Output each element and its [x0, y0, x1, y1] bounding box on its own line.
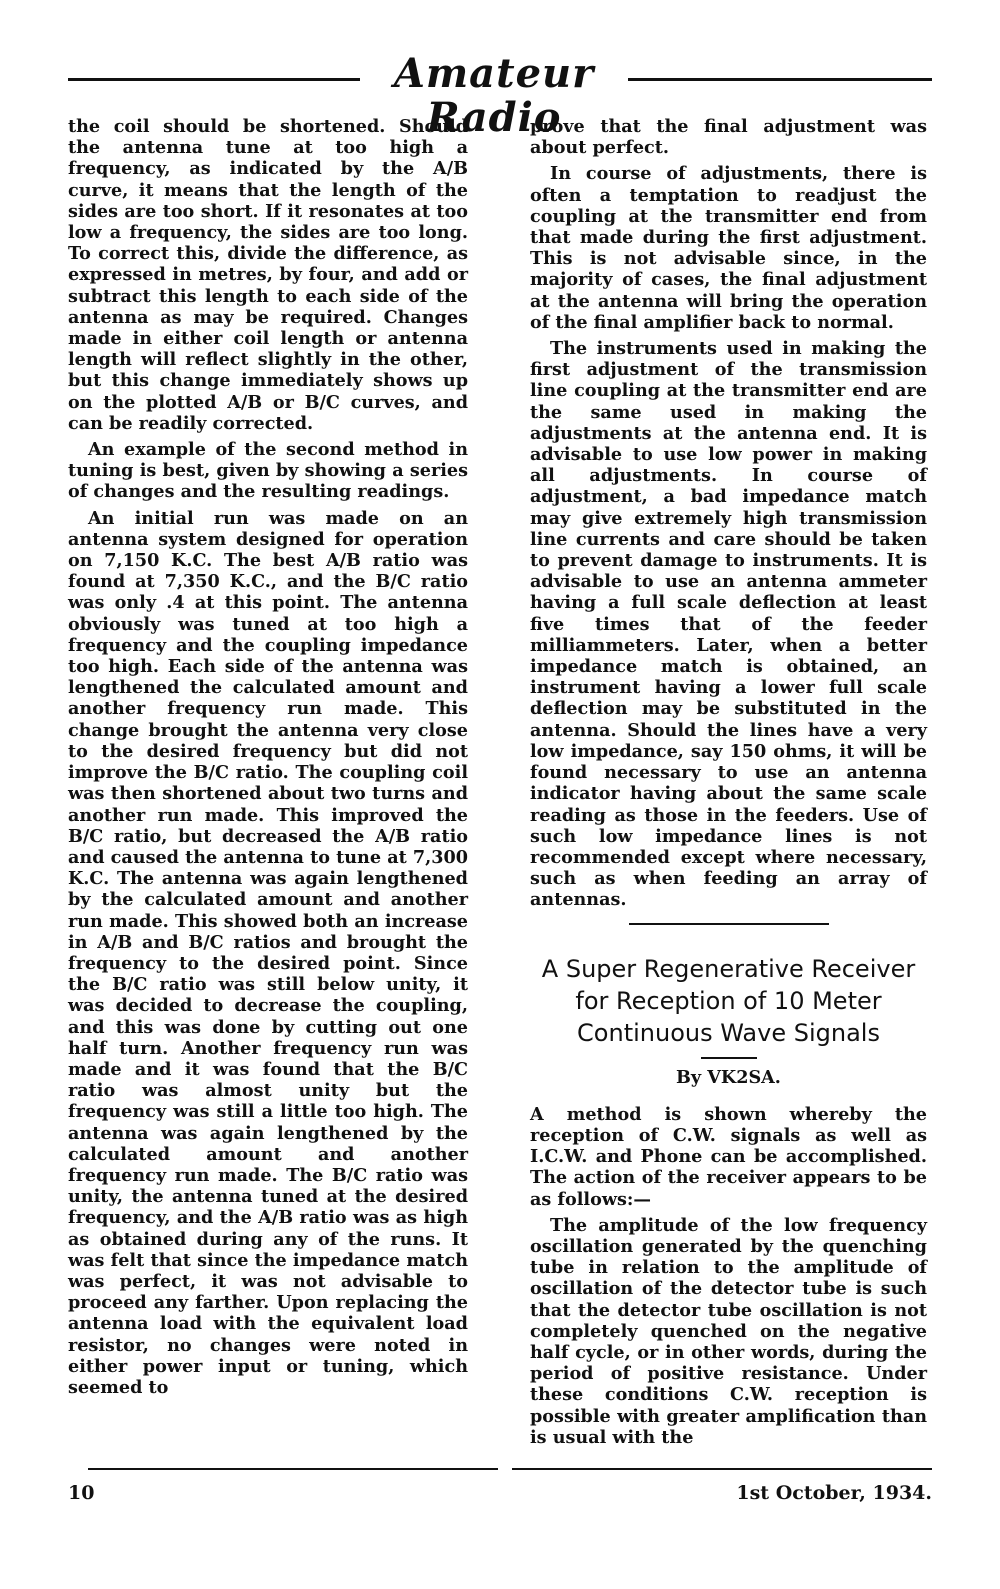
- footer-rule-right: [512, 1468, 932, 1470]
- byline-rule: [701, 1057, 757, 1059]
- article-title: A Super Regenerative Receiver for Reception of 10 Meter Continuous Wave Signals: [541, 954, 916, 1047]
- paragraph: the coil should be shortened. Should the antenna tune at too high a frequency, as indicated by the A/B curve, it means that the length of the sides are too short. If it resonates at too low a frequency, the sides are too long. To correct this, divide the difference, as expressed in metres, by four, and add or subtract this length to each side of the antenna as may be required. Changes made in either coil length or antenna length will reflect slightly in the other, but this change immediately shows up on the plotted A/B or B/C curves, and can be readily corrected.: [68, 116, 468, 434]
- masthead-rule-left: [68, 78, 360, 81]
- paragraph: A method is shown whereby the reception of C.W. signals as well as I.C.W. and Phone can be accomplished. The action of the receiver appears to be as follows:—: [530, 1103, 927, 1210]
- masthead-rule-right: [628, 78, 932, 81]
- paragraph: The amplitude of the low frequency oscillation generated by the quenching tube in relation to the amplitude of oscillation of the detector tube is such that the detector tube oscillation is not completely quenched on the negative half cycle, or in other words, during the period of positive resistance. Under these conditions C.W. reception is possible with greater amplification than is usual with the: [530, 1214, 927, 1448]
- paragraph: An example of the second method in tuning is best, given by showing a series of changes and the resulting readings.: [68, 439, 468, 503]
- section-divider: [629, 923, 829, 925]
- page-footer: [68, 1468, 932, 1508]
- publication-title: Amateur Radio: [393, 50, 595, 141]
- paragraph: The instruments used in making the first adjustment of the transmission line coupling at the transmitter end are the same used in making the adjustments at the antenna end. It is advisable to use low power in making all adjustments. In course of adjustment, a bad impedance match may give extremely high transmission line currents and care should be taken to prevent damage to instruments. It is advisable to use an antenna ammeter having a full scale deflection at least five times that of the feeder milliammeters. Later, when a better impedance match is obtained, an instrument having a lower full scale deflection may be substituted in the antenna. Should the lines have a very low impedance, say 150 ohms, it will be found necessary to use an antenna indicator having about the same scale reading as those in the feeders. Use of such low impedance lines is not recommended except where necessary, such as when feeding an array of antennas.: [530, 338, 927, 911]
- paragraph: In course of adjustments, there is often a temptation to readjust the coupling at the transmitter end from that made during the first adjustment. This is not advisable since, in the majority of cases, the final adjustment at the antenna will bring the operation of the final amplifier back to normal.: [530, 163, 927, 333]
- issue-date: 1st October, 1934.: [736, 1482, 932, 1504]
- page-number: 10: [68, 1482, 95, 1504]
- paragraph: prove that the final adjustment was about perfect.: [530, 116, 927, 159]
- footer-rule-left: [88, 1468, 498, 1470]
- article-byline: By VK2SA.: [676, 1066, 781, 1088]
- right-column: [530, 116, 927, 1453]
- left-column: [68, 116, 468, 1403]
- paragraph: An initial run was made on an antenna system designed for operation on 7,150 K.C. The best A/B ratio was found at 7,350 K.C., and the B/C ratio was only .4 at this point. The antenna obviously was tuned at too high a frequency and the coupling impedance too high. Each side of the antenna was lengthened the calculated amount and another frequency run made. This change brought the antenna very close to the desired frequency but did not improve the B/C ratio. The coupling coil was then shortened about two turns and another run made. This improved the B/C ratio, but decreased the A/B ratio and caused the antenna to tune at 7,300 K.C. The antenna was again lengthened by the calculated amount and another run made. This showed both an increase in A/B and B/C ratios and brought the frequency to the desired point. Since the B/C ratio was still below unity, it was decided to decrease the coupling, and this was done by cutting out one half turn. Another frequency run was made and it was found that the B/C ratio was almost unity but the frequency was still a little too high. The antenna was again lengthened by the calculated amount and another frequency run made. The B/C ratio was unity, the antenna tuned at the desired frequency, and the A/B ratio was as high as obtained during any of the runs. It was felt that since the impedance match was perfect, it was not advisable to proceed any farther. Upon replacing the antenna load with the equivalent load resistor, no changes were noted in either power input or tuning, which seemed to: [68, 507, 468, 1398]
